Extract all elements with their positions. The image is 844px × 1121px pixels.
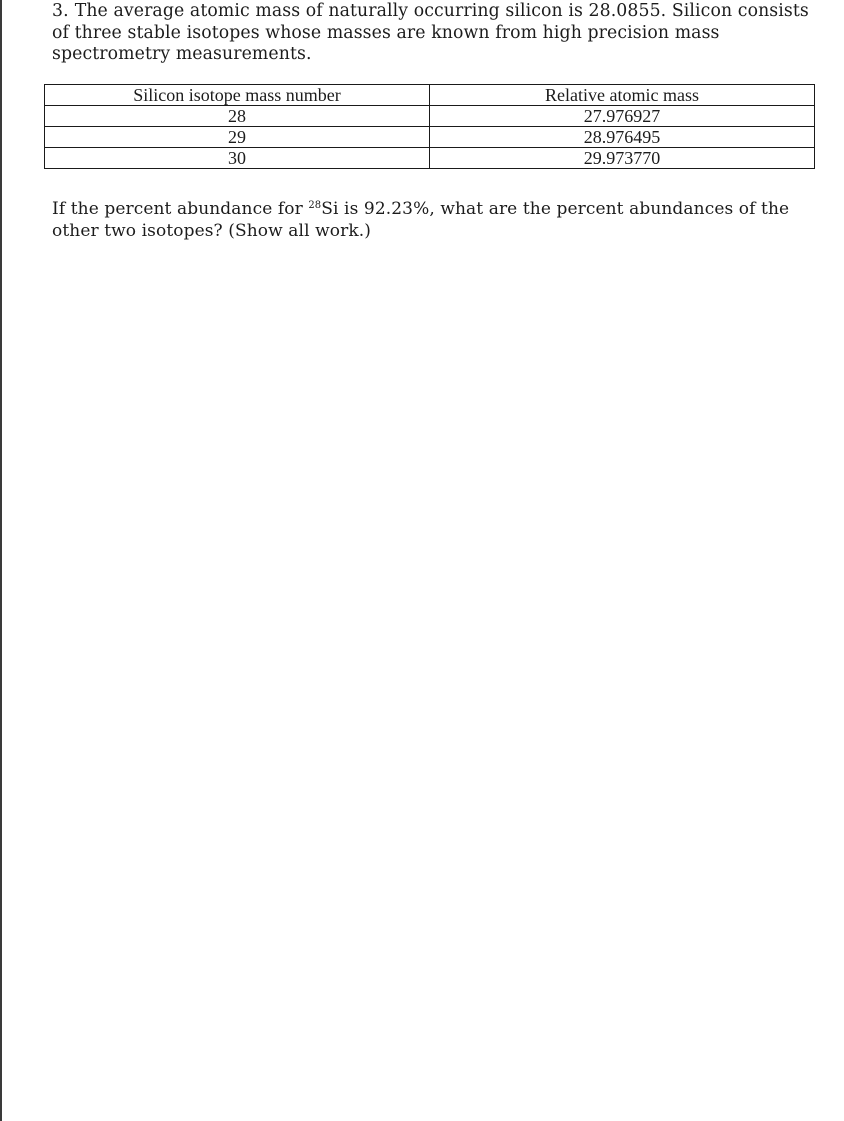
question-intro-text: The average atomic mass of naturally occurring silicon is 28.0855. Silicon consists of three stable isotopes whose masses are known from high precision mass spectrometry measurements. <box>52 1 809 64</box>
atomic-mass-cell: 27.976927 <box>430 106 815 127</box>
mass-number-cell: 29 <box>45 127 430 148</box>
scan-left-edge <box>0 0 2 1121</box>
followup-question <box>52 198 822 242</box>
followup-text-start: If the percent abundance for <box>52 199 309 219</box>
mass-number-cell: 30 <box>45 148 430 169</box>
question-intro <box>52 1 812 66</box>
mass-number-cell: 28 <box>45 106 430 127</box>
atomic-mass-cell: 29.973770 <box>430 148 815 169</box>
table-row <box>45 127 815 148</box>
table-row <box>45 106 815 127</box>
column-header-atomic-mass: Relative atomic mass <box>430 85 815 106</box>
table-header-row <box>45 85 815 106</box>
isotope-table <box>44 84 815 169</box>
isotope-superscript: 28 <box>308 200 322 211</box>
table-row <box>45 148 815 169</box>
atomic-mass-cell: 28.976495 <box>430 127 815 148</box>
followup-text-end: Si is 92.23%, what are the percent abundances of the other two isotopes? (Show all work.) <box>52 199 790 241</box>
column-header-mass-number: Silicon isotope mass number <box>45 85 430 106</box>
question-number: 3. <box>52 1 69 21</box>
